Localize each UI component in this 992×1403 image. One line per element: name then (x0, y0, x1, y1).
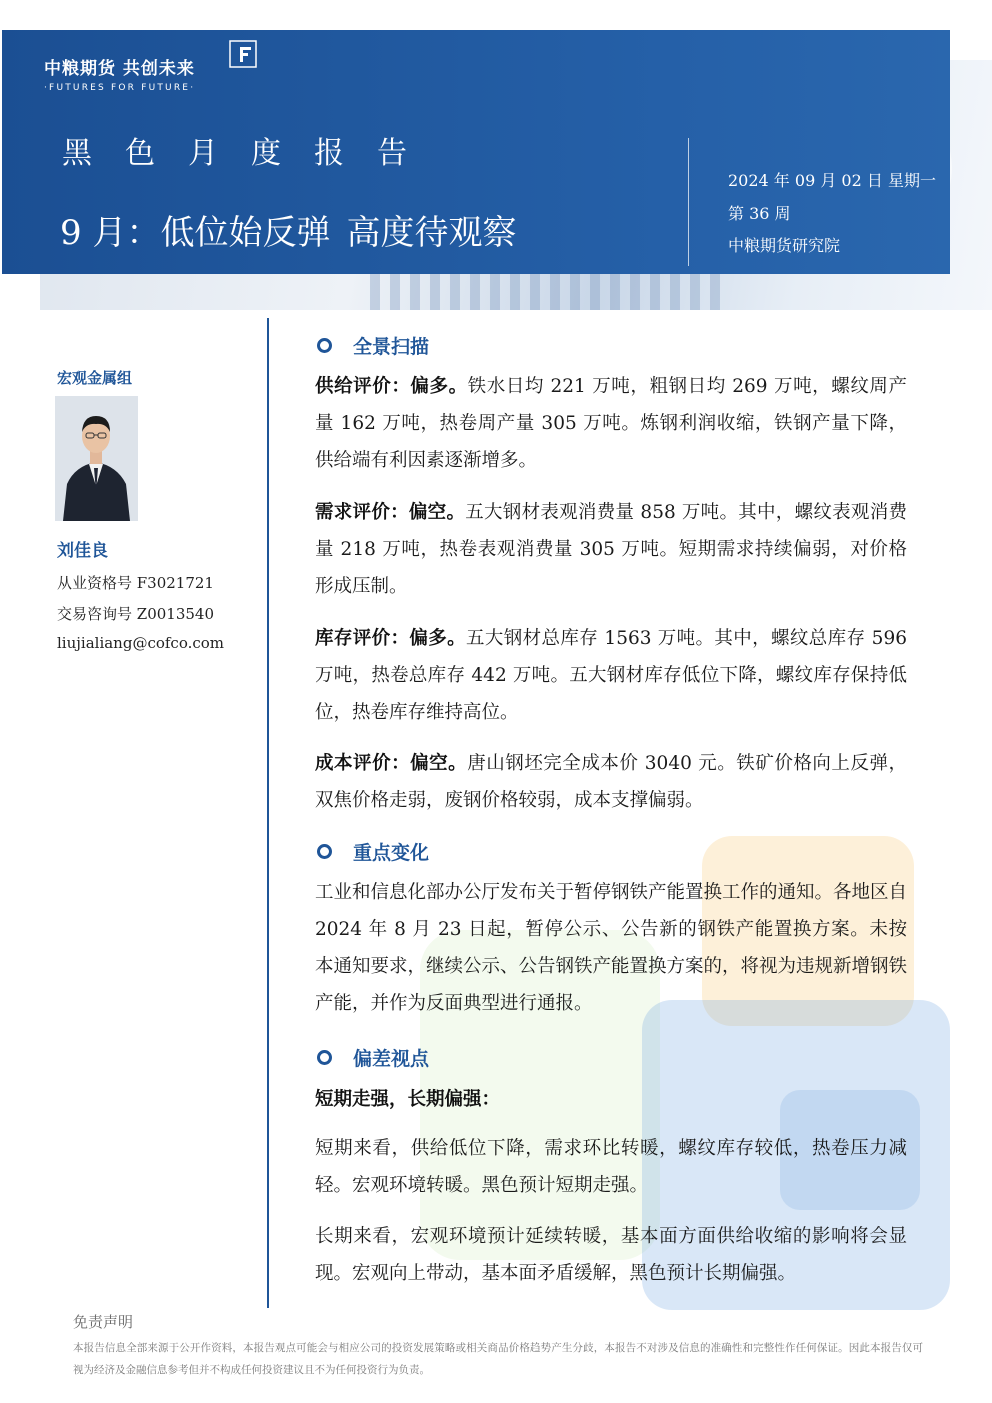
person-icon (55, 396, 138, 521)
inventory-assessment (315, 620, 907, 731)
long-term-view: 长期来看，宏观环境预计延续转暖，基本面方面供给收缩的影响将会显现。宏观向上带动，基本面矛盾缓解，黑色预计长期偏强。 (315, 1226, 907, 1284)
report-date: 2024 年 09 月 02 日 星期一 (728, 171, 936, 190)
view-summary-title: 短期走强，长期偏强： (315, 1089, 501, 1110)
section-title: 重点变化 (353, 842, 430, 864)
short-term-view: 短期来看，供给低位下降，需求环比转暖，螺纹库存较低，热卷压力减轻。宏观环境转暖。黑色预计短期走强。 (315, 1138, 907, 1196)
inventory-label: 库存评价：偏多。 (315, 628, 467, 649)
section-title: 全景扫描 (353, 336, 430, 358)
column-divider (267, 318, 269, 1308)
brand-slogan: ·FUTURES FOR FUTURE· (44, 83, 196, 93)
report-week: 第 36 周 (728, 204, 791, 223)
author-photo (55, 396, 138, 521)
logo-mark-icon (229, 40, 257, 68)
inventory-text: 五大钢材总库存 1563 万吨。其中，螺纹总库存 596 万吨，热卷总库存 442 万吨。五大钢材库存低位下降，螺纹库存保持低位，热卷库存维持高位。 (315, 628, 907, 723)
cost-assessment (315, 745, 907, 819)
header-divider (688, 138, 689, 266)
demand-assessment (315, 494, 907, 605)
supply-label: 供给评价：偏多。 (315, 376, 468, 397)
consulting-number: 交易咨询号 Z0013540 (57, 605, 214, 623)
section-heading-overview (317, 332, 429, 359)
section-title: 偏差视点 (353, 1048, 430, 1070)
demand-text: 五大钢材表观消费量 858 万吨。其中，螺纹表观消费量 218 万吨，热卷表观消费量 305 万吨。短期需求持续偏弱，对价格形成压制。 (315, 502, 907, 597)
research-institute: 中粮期货研究院 (728, 236, 841, 255)
report-type: 黑色月度报告 (62, 136, 440, 171)
company-logo (44, 54, 195, 93)
author-email-link[interactable]: liujialiang@cofco.com (57, 634, 225, 652)
demand-label: 需求评价：偏空。 (315, 502, 466, 523)
supply-text: 铁水日均 221 万吨，粗钢日均 269 万吨，螺纹周产量 162 万吨，热卷周产量 305 万吨。炼钢利润收缩，铁钢产量下降，供给端有利因素逐渐增多。 (315, 376, 907, 471)
brand-name: 中粮期货 共创未来 (44, 59, 195, 79)
author-name: 刘佳良 (57, 541, 108, 561)
section-heading-changes (317, 838, 429, 865)
section-heading-view (317, 1044, 429, 1071)
bullet-circle-icon (317, 338, 332, 353)
disclaimer-text: 本报告信息全部来源于公开作资料，本报告观点可能会与相应公司的投资发展策略或相关商品价格趋势产生分歧，本报告不对涉及信息的准确性和完整性作任何保证。因此本报告仅可视为经济及金融信息参考但并不构成任何投资建议且不为任何投资行为负责。 (73, 1342, 923, 1376)
report-title (60, 205, 516, 254)
author-group: 宏观金属组 (57, 369, 133, 387)
disclaimer-title: 免责声明 (73, 1313, 134, 1331)
key-changes-text: 工业和信息化部办公厅发布关于暂停钢铁产能置换工作的通知。各地区自 2024 年 8 月 23 日起，暂停公示、公告新的钢铁产能置换方案。未按本通知要求，继续公示、公告钢铁产能置换方案的，将视为违规新增钢铁产能，并作为反面典型进行通报。 (315, 882, 908, 1014)
cost-text: 唐山钢坯完全成本价 3040 元。铁矿价格向上反弹，双焦价格走弱，废钢价格较弱，成本支撑偏弱。 (315, 753, 907, 811)
cost-label: 成本评价：偏空。 (315, 753, 468, 774)
bullet-circle-icon (317, 1050, 332, 1065)
qualification-number: 从业资格号 F3021721 (57, 574, 214, 592)
supply-assessment (315, 368, 907, 479)
report-title-part1: 9 月：低位始反弹 (60, 213, 331, 253)
bullet-circle-icon (317, 844, 332, 859)
report-title-part2: 高度待观察 (346, 213, 517, 253)
